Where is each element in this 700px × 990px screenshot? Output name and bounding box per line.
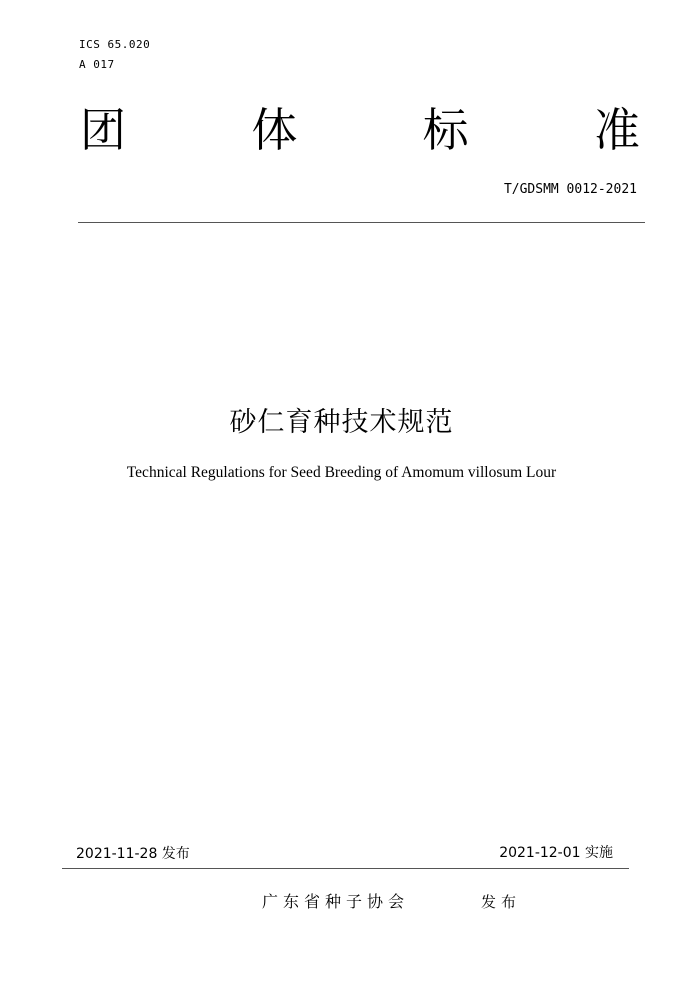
english-title: Technical Regulations for Seed Breeding of Amomum villosum Lour bbox=[126, 464, 557, 481]
ccs-code: A 017 bbox=[79, 58, 115, 71]
document-type-char-1: 团 bbox=[80, 103, 126, 157]
implementation-date: 2021-12-01 实施 bbox=[499, 845, 613, 861]
issue-date: 2021-11-28 发布 bbox=[76, 846, 190, 862]
footer-divider bbox=[62, 868, 629, 869]
standard-number: T/GDSMM 0012-2021 bbox=[503, 182, 637, 197]
document-type-char-3: 标 bbox=[422, 103, 469, 157]
document-type-heading bbox=[80, 100, 640, 160]
header-divider bbox=[78, 222, 645, 223]
chinese-title: 砂仁育种技术规范 bbox=[229, 407, 454, 438]
release-label: 发布 bbox=[481, 893, 522, 911]
publisher-name: 广东省种子协会 bbox=[262, 892, 410, 911]
document-type-char-2: 体 bbox=[251, 103, 298, 157]
ics-code: ICS 65.020 bbox=[79, 38, 151, 51]
document-type-char-4: 准 bbox=[593, 103, 640, 157]
